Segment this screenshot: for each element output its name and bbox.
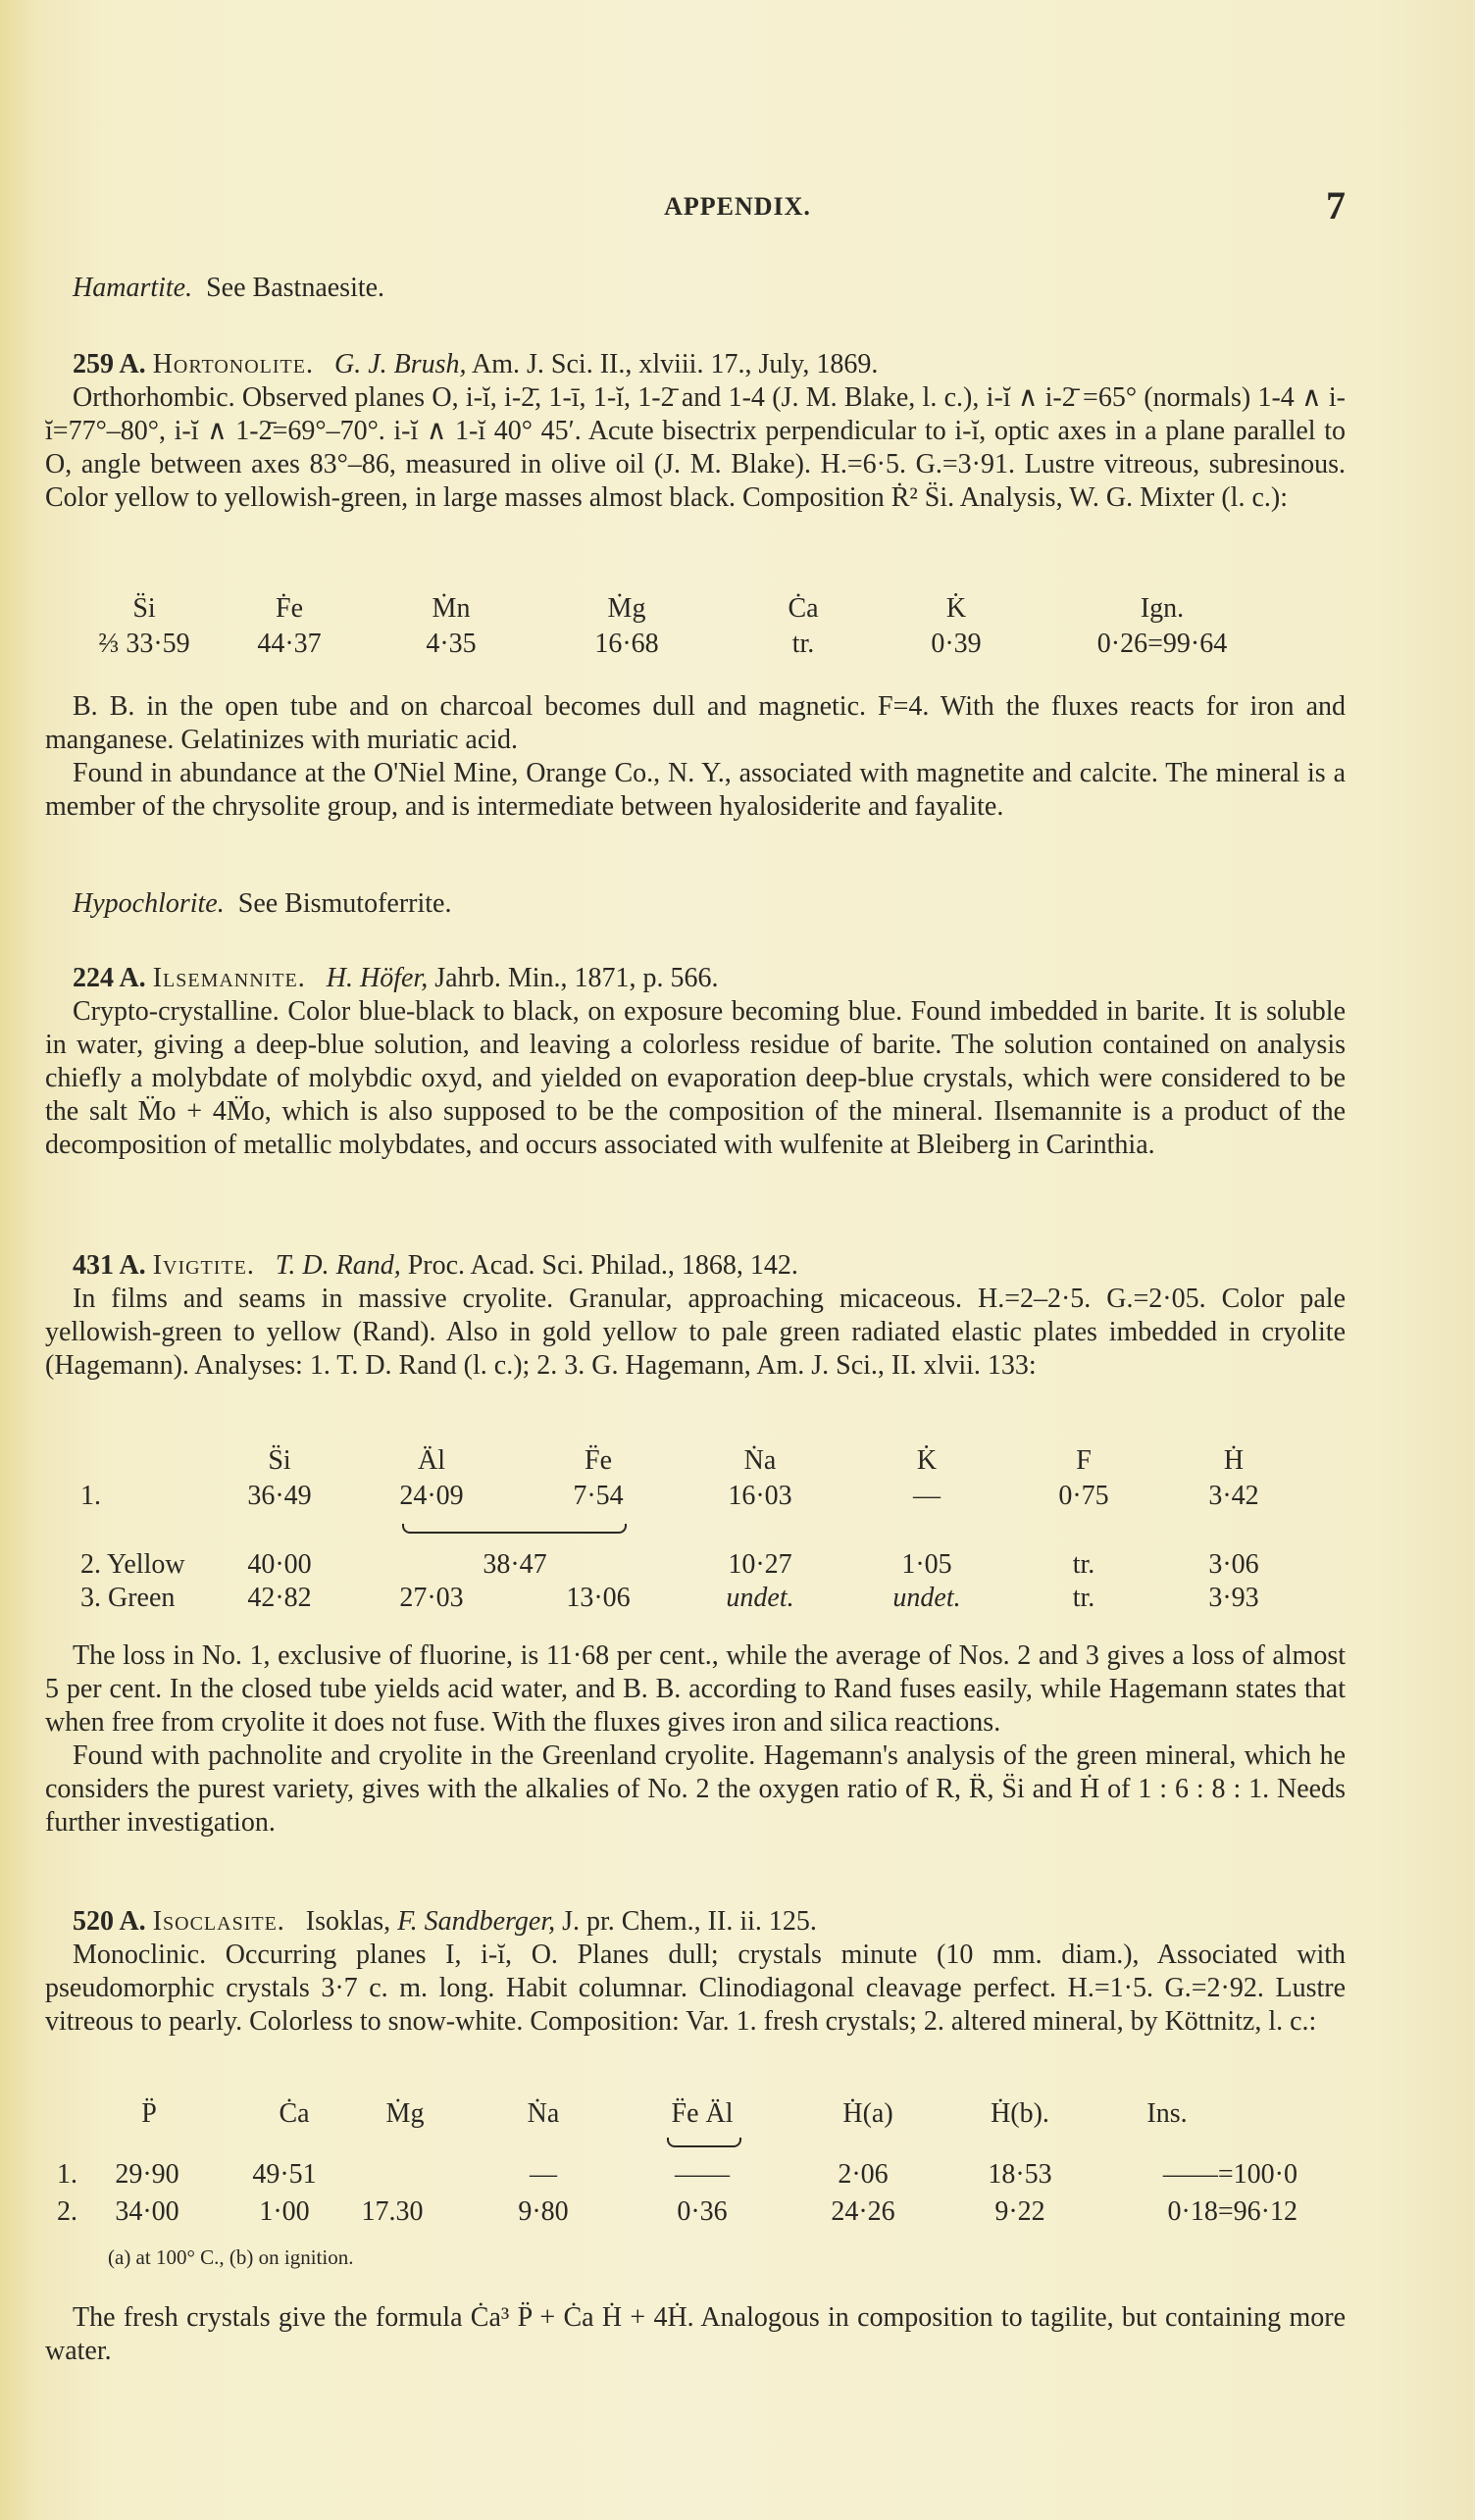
- table-cell: 13·06: [566, 1583, 631, 1613]
- table-cell: 4·35: [426, 629, 477, 659]
- citation: J. pr. Chem., II. ii. 125.: [562, 1906, 817, 1937]
- column-header: Ins.: [1146, 2098, 1188, 2129]
- table-cell: 7·54: [573, 1481, 624, 1511]
- column-header: F̈e: [585, 1445, 612, 1476]
- analysis-table-hortonolite: [0, 593, 1475, 672]
- analysis-table-isoclasite: [0, 2098, 1475, 2245]
- entry-name: Hypochlorite.: [73, 888, 225, 919]
- entry-hortonolite: [45, 348, 1346, 515]
- table-cell: —: [913, 1481, 941, 1511]
- mineral-name: Ivigtite.: [152, 1250, 255, 1281]
- entry-hortonolite-notes: [45, 690, 1346, 824]
- cross-reference: See Bismutoferrite.: [237, 888, 452, 919]
- entry-heading: [45, 962, 1346, 995]
- loss-notes: The loss in No. 1, exclusive of fluorine, is 11·68 per cent., while the average of Nos. 2 and 3 gives a loss of almost 5 per cent. In the closed tube yields acid water, and B. B. according to Rand fuses easily, while Hagemann states that when free from cryolite it does not fuse. With the fluxes gives iron and silica reactions.: [45, 1640, 1346, 1738]
- table-cell: 16·03: [728, 1481, 792, 1511]
- table-cell: 0·39: [931, 629, 982, 659]
- column-header: Ḣ(a): [842, 2098, 893, 2129]
- table-cell: 2·06: [838, 2159, 889, 2190]
- table-cell: 18·53: [988, 2159, 1052, 2190]
- mineral-name: Isoclasite.: [152, 1906, 285, 1937]
- column-header: Ḣ(b).: [991, 2098, 1049, 2129]
- grouping-brace: [402, 1524, 627, 1534]
- table-cell: 9·22: [994, 2196, 1045, 2227]
- table-cell: 1·05: [901, 1549, 952, 1580]
- table-cell: 0·26=99·64: [1096, 629, 1228, 659]
- table-cell: 27·03: [399, 1583, 464, 1613]
- blowpipe-notes: B. B. in the open tube and on charcoal becomes dull and magnetic. F=4. With the fluxes reacts for iron and manganese. Gelatinizes with muriatic acid.: [45, 691, 1346, 755]
- row-label: 3. Green: [80, 1583, 176, 1613]
- column-header: S̈i: [132, 593, 156, 624]
- table-cell: 0·18=96·12: [1167, 2196, 1297, 2227]
- column-header: Ċa: [788, 593, 819, 624]
- table-cell: 3·42: [1208, 1481, 1259, 1511]
- entry-heading: [45, 348, 1346, 381]
- table-cell: ——=100·0: [1162, 2159, 1297, 2190]
- running-head: APPENDIX.: [664, 192, 811, 221]
- table-cell: 0·36: [677, 2196, 728, 2227]
- table-cell: 16·68: [594, 629, 659, 659]
- column-header: F: [1076, 1445, 1092, 1476]
- column-header: Ḣ: [1223, 1445, 1245, 1476]
- description: Monoclinic. Occurring planes I, i-ĭ, O. Planes dull; crystals minute (10 mm. diam.), Associated with pseudomorphic crystals 3·7 c. m. long. Habit columnar. Clinodiagonal cleavage perfect. H.=1·5. G.=2·92. Lustre vitreous to pearly. Colorless to snow-white. Composition: Var. 1. fresh crystals; 2. altered mineral, by Köttnitz, l. c.:: [45, 1940, 1346, 2037]
- formula-notes: The fresh crystals give the formula Ċa³ P̈ + Ċa Ḣ + 4Ḣ. Analogous in composition to tagilite, but containing more water.: [45, 2302, 1346, 2366]
- column-header: Ign.: [1140, 593, 1185, 624]
- author: H. Höfer,: [326, 963, 429, 993]
- table-cell: tr.: [1072, 1583, 1095, 1613]
- column-header: Ṁn: [432, 593, 471, 624]
- column-header: Ṅa: [743, 1445, 777, 1476]
- mineral-name: Ilsemannite.: [152, 963, 306, 993]
- table-cell: ⅔ 33·59: [98, 629, 190, 659]
- entry-number: 431 A.: [73, 1250, 146, 1281]
- table-cell: 34·00: [115, 2196, 179, 2227]
- table-cell: 24·09: [399, 1481, 464, 1511]
- column-header: Ṁg: [607, 593, 646, 624]
- row-label: 2.: [57, 2196, 77, 2227]
- column-header: P̈: [141, 2098, 157, 2129]
- entry-ivigtite: [45, 1249, 1346, 1383]
- occurrence-notes: Found with pachnolite and cryolite in the Greenland cryolite. Hagemann's analysis of the green mineral, which he considers the purest variety, gives with the alkalies of No. 2 the oxygen ratio of R, R̈, S̈i and Ḣ of 1 : 6 : 8 : 1. Needs further investigation.: [45, 1740, 1346, 1838]
- entry-isoclasite-notes: [45, 2301, 1346, 2368]
- table-cell: tr.: [791, 629, 815, 659]
- citation: Am. J. Sci. II., xlviii. 17., July, 1869.: [472, 349, 879, 379]
- mineral-name: Hortonolite.: [152, 349, 314, 379]
- entry-number: 224 A.: [73, 963, 146, 993]
- entry-ivigtite-notes: [45, 1639, 1346, 1840]
- description: Orthorhombic. Observed planes O, i-ĭ, i-2̄, 1-ī, 1-ĭ, 1-2̄ and 1-4 (J. M. Blake, l. c.), i-ĭ ∧ i-2̄ =65° (normals) 1-4 ∧ i-ĭ=77°–80°, i-ĭ ∧ 1-2̄=69°–70°. i-ĭ ∧ 1-ĭ 40° 45′. Acute bisectrix perpendicular to i-ĭ, optic axes in a plane parallel to O, angle between axes 83°–86, measured in olive oil (J. M. Blake). H.=6·5. G.=3·91. Lustre vitreous, subresinous. Color yellow to yellowish-green, in large masses almost black. Composition Ṙ² S̈i. Analysis, W. G. Mixter (l. c.):: [45, 382, 1346, 513]
- grouping-brace: [667, 2138, 741, 2147]
- column-header: Ċa: [279, 2098, 310, 2129]
- table-cell: tr.: [1072, 1549, 1095, 1580]
- entry-hamartite: [73, 273, 384, 304]
- table-footnote: (a) at 100° C., (b) on ignition.: [108, 2245, 354, 2269]
- author: T. D. Rand,: [275, 1250, 401, 1281]
- table-cell: 3·06: [1208, 1549, 1259, 1580]
- entry-isoclasite: [45, 1905, 1346, 2039]
- table-cell: 3·93: [1208, 1583, 1259, 1613]
- author: G. J. Brush,: [334, 349, 467, 379]
- table-cell: 1·00: [259, 2196, 310, 2227]
- occurrence-notes: Found in abundance at the O'Niel Mine, Orange Co., N. Y., associated with magnetite and calcite. The mineral is a member of the chrysolite group, and is intermediate between hyalosiderite and fayalite.: [45, 758, 1346, 822]
- entry-heading: [45, 1905, 1346, 1939]
- row-label: 1.: [57, 2159, 77, 2190]
- table-cell: undet.: [892, 1583, 961, 1613]
- table-cell: 40·00: [247, 1549, 312, 1580]
- column-header: F̈e Äl: [671, 2098, 734, 2129]
- table-cell: 17.30: [361, 2196, 424, 2227]
- entry-ilsemannite: [45, 962, 1346, 1162]
- author: F. Sandberger,: [397, 1906, 556, 1937]
- column-header: Ḟe: [276, 593, 303, 624]
- table-cell: 10·27: [728, 1549, 792, 1580]
- table-cell: —: [530, 2159, 557, 2190]
- table-cell: 9·80: [518, 2196, 569, 2227]
- author-prefix: Isoklas,: [305, 1906, 391, 1937]
- column-header: S̈i: [268, 1445, 291, 1476]
- table-cell: 49·51: [252, 2159, 317, 2190]
- table-cell: 42·82: [247, 1583, 312, 1613]
- table-cell: 38·47: [483, 1549, 547, 1580]
- row-label: 1.: [80, 1481, 101, 1511]
- column-header: Ṁg: [385, 2098, 425, 2129]
- column-header: Äl: [418, 1445, 445, 1476]
- table-cell: ——: [675, 2159, 730, 2190]
- table-cell: 44·37: [257, 629, 322, 659]
- analysis-table-ivigtite: [0, 1445, 1475, 1612]
- entry-hypochlorite: [73, 888, 451, 920]
- entry-number: 520 A.: [73, 1906, 146, 1937]
- table-cell: 36·49: [247, 1481, 312, 1511]
- citation: Proc. Acad. Sci. Philad., 1868, 142.: [407, 1250, 798, 1281]
- column-header: K̇: [945, 593, 967, 624]
- table-cell: undet.: [726, 1583, 794, 1613]
- table-cell: 24·26: [831, 2196, 895, 2227]
- description: In films and seams in massive cryolite. Granular, approaching micaceous. H.=2–2·5. G.=2·05. Color pale yellowish-green to yellow (Rand). Also in gold yellow to pale green radiated elastic plates imbedded in cryolite (Hagemann). Analyses: 1. T. D. Rand (l. c.); 2. 3. G. Hagemann, Am. J. Sci., II. xlvii. 133:: [45, 1284, 1346, 1381]
- entry-number: 259 A.: [73, 349, 146, 379]
- description: Crypto-crystalline. Color blue-black to black, on exposure becoming blue. Found imbedded in barite. It is soluble in water, giving a deep-blue solution, and leaving a colorless residue of barite. The solution contained on analysis chiefly a molybdate of molybdic oxyd, and yielded on evaporation deep-blue crystals, which were considered to be the salt M̈o + 4M̈o, which is also supposed to be the composition of the mineral. Ilsemannite is a product of the decomposition of metallic molybdates, and occurs associated with wulfenite at Bleiberg in Carinthia.: [45, 996, 1346, 1160]
- entry-heading: [45, 1249, 1346, 1283]
- row-label: 2. Yellow: [80, 1549, 185, 1580]
- column-header: Ṅa: [527, 2098, 560, 2129]
- table-cell: 29·90: [115, 2159, 179, 2190]
- column-header: K̇: [916, 1445, 938, 1476]
- entry-name: Hamartite.: [73, 273, 193, 303]
- citation: Jahrb. Min., 1871, p. 566.: [434, 963, 719, 993]
- table-cell: 0·75: [1058, 1481, 1109, 1511]
- page-number: 7: [1326, 183, 1346, 227]
- cross-reference: See Bastnaesite.: [206, 273, 385, 303]
